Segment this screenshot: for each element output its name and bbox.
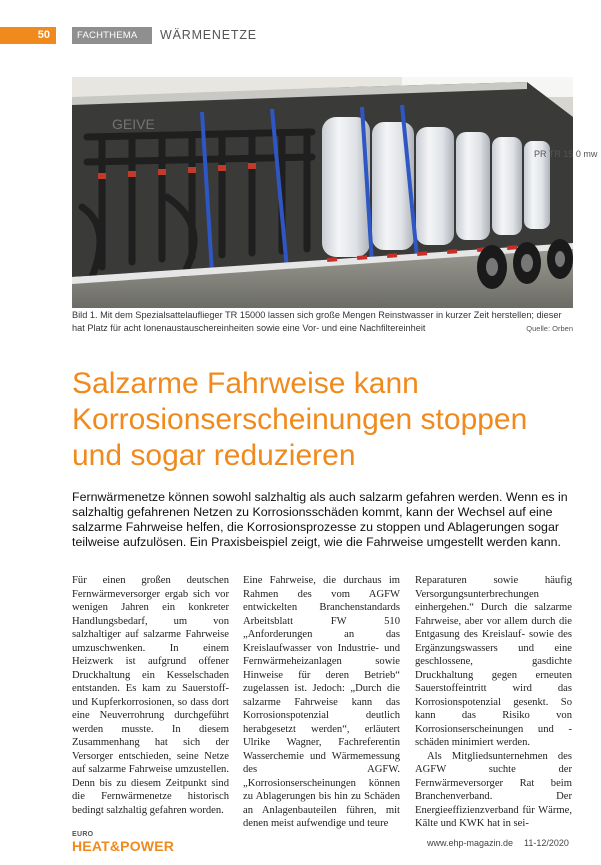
section-tag: FACHTHEMA <box>72 27 152 44</box>
article-headline: Salzarme Fahrweise kann Korrosionserscheinungen stoppen und sogar reduzieren <box>72 367 528 472</box>
body-paragraph: Eine Fahrweise, die durchaus im Rahmen des vom AGFW entwickelten Branchenstandards Arbeitsblatt FW 510 „Anforderungen an das Kreislaufwasser von Industrie- und Fernwärmeheizanlagen sowie Hinweise für deren Betrieb“ zugelassen ist. Jedoch: „Durch die salzarme Fahrweise kann das Korrosionspotenzial deutlich herabgesetzt werden“, erläutert Ulrike Wagner, Fachreferentin Wasserchemie und Wärmemessung des AGFW. „Korrosionserscheinungen können zu Ablagerungen bis hin zu Schäden an Anlagenbauteilen führen, mit denen meist aufwendige und teure <box>243 575 400 829</box>
body-paragraph: Reparaturen sowie häufig Versorgungsunterbrechungen einhergehen.“ Durch die salzarme Fahrweise, aber vor allem durch die Entgasung des Kreislauf- sowie des Ergänzungswassers und eine geschlossene, gasdichte Druckhaltung gegen erneuten Sauerstoffeintritt wird das Korrosionspotenzial gesenkt. So kann das Risiko von Korrosionserscheinungen und -schäden minimiert werden. <box>415 575 572 748</box>
page-number: 50 <box>0 27 56 44</box>
publication-logo <box>72 831 182 854</box>
article-lead: Fernwärmenetze können sowohl salzhaltig als auch salzarm gefahren werden. Wenn es in salzhaltig gefahrenen Netzen zu Korrosionsschäden kommt, kann der Wechsel auf eine salzarme Fahrweise helfen, die Korrosionsprozesse zu stoppen und Ablagerungen sogar teilweise aufzulösen. Ein Praxisbeispiel zeigt, wie die Fahrweise umgestellt werden kann. <box>72 490 568 549</box>
issue-number: 11-12/2020 <box>524 838 569 848</box>
logo-brand: HEAT&POWER <box>72 838 175 854</box>
body-paragraph: Für einen großen deutschen Fernwärmeversorger ergab sich vor wenigen Jahren ein konkreter Handlungsbedarf, um von salzhaltiger auf salzarme Fahrweise umzuschwenken. In einem Heizwerk ist aufgrund offener Druckhaltung ein Kesselschaden entstanden. Es kam zu Sauerstoff- und Kupferkorrosionen, so dass dort eine Neuverrohrung durchgeführt werden musste. In diesem Zusammenhang hat sich der Versorger entschieden, seine Netze auf salzarme Fahrweise umzustellen. Denn bis zu diesem Zeitpunkt sind die Fernwärmenetze historisch bedingt salzhaltig gefahren worden. <box>72 575 229 816</box>
body-paragraph: Als Mitgliedsunternehmen des AGFW suchte der Fernwärmeversorger Rat beim Branchenverband. Der Energieeffizienzverband für Wärme, Kälte und KWK hat in sei- <box>415 750 572 829</box>
figure-credit: Quelle: Orben <box>526 324 573 333</box>
section-title: WÄRMENETZE <box>160 28 257 42</box>
trailer-lettering-right: PR TR 15 0 mw <box>534 149 598 159</box>
website-url: www.ehp-magazin.de <box>427 838 514 848</box>
body-column-2 <box>243 574 400 831</box>
logo-euro: EURO <box>72 831 94 838</box>
body-column-3 <box>415 574 572 831</box>
figure-caption: Bild 1. Mit dem Spezialsattelauflieger TR 15000 lassen sich große Mengen Reinstwasser in kurzer Zeit herstellen; dieser hat Platz für acht Ionenaustauschereinheiten sowie eine Vor- und eine Nachfiltereinheit <box>72 310 562 333</box>
trailer-photo <box>72 77 598 308</box>
body-column-1 <box>72 574 229 817</box>
trailer-lettering-left: GEIVE <box>112 116 155 132</box>
